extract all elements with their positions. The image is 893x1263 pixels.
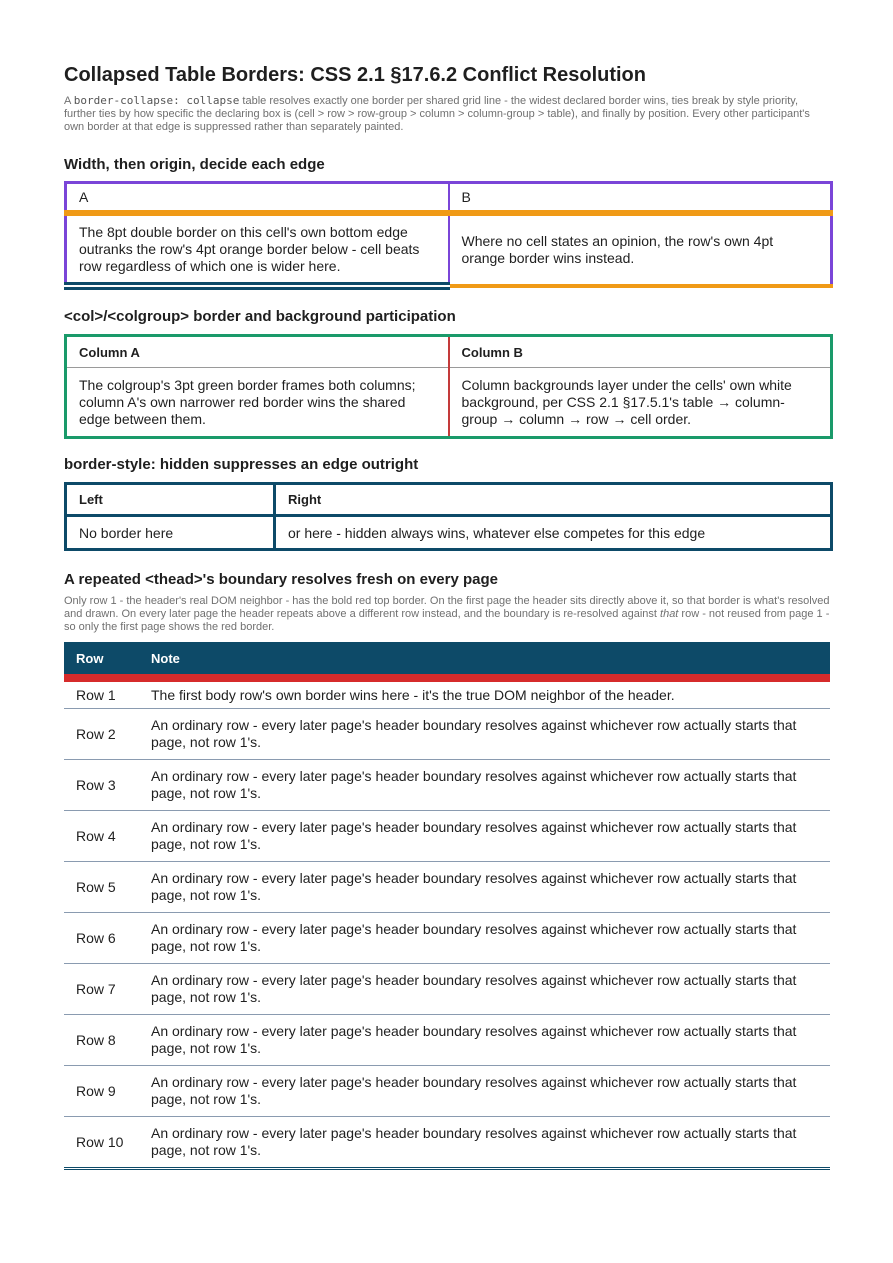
table-row bbox=[66, 213, 832, 286]
note-column-header: Note bbox=[139, 642, 830, 678]
intro-code: border-collapse: collapse bbox=[73, 94, 240, 107]
column-a-header: Column A bbox=[66, 336, 449, 368]
table-row bbox=[64, 862, 830, 913]
row-label: Row 2 bbox=[64, 709, 139, 760]
section2-heading: <col>/<colgroup> border and background participation bbox=[64, 308, 456, 325]
row-column-header: Row bbox=[64, 642, 139, 678]
table-header-row bbox=[64, 642, 830, 678]
table-row bbox=[64, 1117, 830, 1169]
cell-a: The 8pt double border on this cell's own bottom edge outranks the row's 4pt orange border below - cell beats row regardless of which one is wider here. bbox=[66, 213, 449, 286]
table-header-row bbox=[66, 336, 832, 368]
table-row bbox=[66, 368, 832, 438]
table-row bbox=[66, 516, 832, 550]
row-label: Row 1 bbox=[64, 678, 139, 709]
note-part2: row - not reused from page 1 - so only the first page shows the red border. bbox=[64, 608, 830, 633]
section1-heading: Width, then origin, decide each edge bbox=[64, 156, 325, 173]
row-note: An ordinary row - every later page's header boundary resolves against whichever row actually starts that page, not row 1's. bbox=[139, 964, 830, 1015]
row-note: An ordinary row - every later page's header boundary resolves against whichever row actually starts that page, not row 1's. bbox=[139, 1066, 830, 1117]
table-row bbox=[64, 678, 830, 709]
table-header-row bbox=[66, 484, 832, 516]
colgroup-table bbox=[64, 334, 833, 439]
column-b-header: Column B bbox=[449, 336, 832, 368]
row-label: Row 5 bbox=[64, 862, 139, 913]
row-note: An ordinary row - every later page's header boundary resolves against whichever row actually starts that page, not row 1's. bbox=[139, 709, 830, 760]
row-note: An ordinary row - every later page's header boundary resolves against whichever row actually starts that page, not row 1's. bbox=[139, 862, 830, 913]
row-label: Row 4 bbox=[64, 811, 139, 862]
table-row bbox=[64, 709, 830, 760]
note-part1: Only row 1 - the header's real DOM neighbor - has the bold red top border. On the first page the header sits directly above it, so that border is what's resolved and drawn. On every later page the header repeats above a different row instead, and the boundary is re-resolved against bbox=[64, 595, 830, 620]
width-origin-table bbox=[64, 181, 833, 290]
repeated-thead-table bbox=[64, 642, 830, 1170]
cell-b: Where no cell states an opinion, the row's own 4pt orange border wins instead. bbox=[449, 213, 832, 286]
section3-heading: border-style: hidden suppresses an edge outright bbox=[64, 456, 419, 473]
row-note: An ordinary row - every later page's header boundary resolves against whichever row actually starts that page, not row 1's. bbox=[139, 811, 830, 862]
column-b-cell: Column backgrounds layer under the cells' own white background, per CSS 2.1 §17.5.1's table → column-group → column → row → cell order. bbox=[461, 376, 792, 427]
row-label: Row 10 bbox=[64, 1117, 139, 1169]
row-note: The first body row's own border wins here - it's the true DOM neighbor of the header. bbox=[139, 678, 830, 709]
intro-paragraph bbox=[64, 94, 830, 134]
column-a-cell: The colgroup's 3pt green border frames both columns; column A's own narrower red border wins the shared edge between them. bbox=[66, 368, 449, 438]
section4-heading: A repeated <thead>'s boundary resolves fresh on every page bbox=[64, 571, 499, 588]
table-row bbox=[64, 811, 830, 862]
row-label: Row 7 bbox=[64, 964, 139, 1015]
table-row bbox=[64, 760, 830, 811]
note-emphasis: that bbox=[660, 608, 679, 620]
row-label: Row 9 bbox=[64, 1066, 139, 1117]
header-cell-a: A bbox=[66, 183, 449, 214]
row-note: An ordinary row - every later page's header boundary resolves against whichever row actually starts that page, not row 1's. bbox=[139, 913, 830, 964]
row-note: An ordinary row - every later page's header boundary resolves against whichever row actually starts that page, not row 1's. bbox=[139, 760, 830, 811]
table-row bbox=[64, 1066, 830, 1117]
document-page bbox=[64, 62, 830, 1170]
row-label: Row 8 bbox=[64, 1015, 139, 1066]
header-cell-b: B bbox=[449, 183, 832, 214]
hidden-border-table bbox=[64, 482, 833, 551]
intro-suffix: table resolves exactly one border per shared grid line - the widest declared border wins, ties break by style priority, further ties by how specific the declaring box is (cell > row > row-group > column > column-group > table), and finally by position. Every other participant's own border at that edge is suppressed rather than separately painted. bbox=[64, 95, 810, 133]
table-row bbox=[64, 1015, 830, 1066]
right-header: Right bbox=[275, 484, 832, 516]
left-cell: No border here bbox=[66, 516, 275, 550]
intro-prefix: A bbox=[64, 95, 74, 107]
section4-note bbox=[64, 595, 830, 634]
row-label: Row 6 bbox=[64, 913, 139, 964]
row-note: An ordinary row - every later page's header boundary resolves against whichever row actually starts that page, not row 1's. bbox=[139, 1117, 830, 1169]
row-note: An ordinary row - every later page's header boundary resolves against whichever row actually starts that page, not row 1's. bbox=[139, 1015, 830, 1066]
right-cell: or here - hidden always wins, whatever else competes for this edge bbox=[288, 524, 706, 541]
page-title: Collapsed Table Borders: CSS 2.1 §17.6.2 Conflict Resolution bbox=[64, 64, 646, 86]
row-label: Row 3 bbox=[64, 760, 139, 811]
left-header: Left bbox=[66, 484, 275, 516]
table-row bbox=[66, 183, 832, 214]
table-row bbox=[64, 913, 830, 964]
table-row bbox=[64, 964, 830, 1015]
